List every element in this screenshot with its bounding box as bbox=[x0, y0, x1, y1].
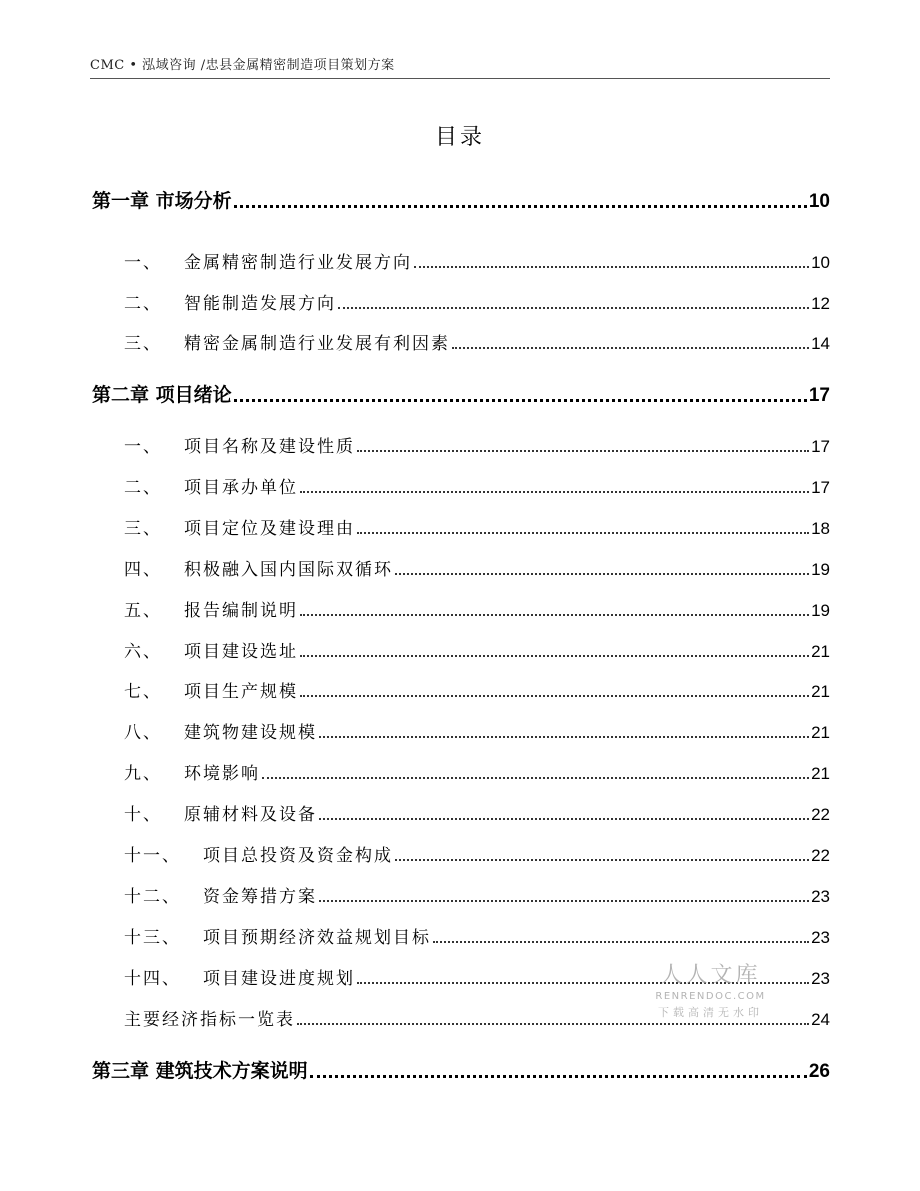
toc-section-entry[interactable] bbox=[124, 882, 830, 907]
toc-entry-label bbox=[92, 1056, 308, 1083]
toc-chapter-entry[interactable] bbox=[92, 186, 830, 213]
toc-page-number: 17 bbox=[811, 437, 830, 456]
toc-page-number: 26 bbox=[808, 1061, 830, 1082]
toc-entry-label bbox=[124, 514, 355, 539]
watermark-tagline: 下载高清无水印 bbox=[658, 1006, 763, 1019]
toc-entry-number: 十一、 bbox=[124, 846, 181, 866]
toc-entry-text: 项目名称及建设性质 bbox=[184, 437, 355, 457]
toc-dot-leader bbox=[262, 777, 809, 779]
toc-entry-text: 第一章 市场分析 bbox=[92, 190, 232, 212]
toc-entry-label bbox=[124, 473, 298, 498]
toc-section-entry[interactable] bbox=[124, 555, 830, 580]
header-divider bbox=[90, 78, 830, 79]
toc-page-number: 14 bbox=[811, 334, 830, 353]
toc-entry-text: 环境影响 bbox=[184, 764, 260, 784]
toc-entry-label bbox=[124, 718, 317, 743]
toc-entry-label bbox=[124, 964, 355, 989]
toc-entry-text: 项目建设进度规划 bbox=[203, 969, 355, 989]
toc-entry-label bbox=[124, 329, 450, 354]
toc-entry-label bbox=[124, 432, 355, 457]
toc-page-number: 23 bbox=[811, 887, 830, 906]
toc-entry-number: 一、 bbox=[124, 253, 162, 273]
toc-chapter-entry[interactable] bbox=[92, 380, 830, 407]
toc-chapter-entry[interactable] bbox=[92, 1056, 830, 1083]
toc-entry-number: 十、 bbox=[124, 805, 162, 825]
toc-entry-text: 智能制造发展方向 bbox=[184, 294, 336, 314]
toc-entry-text: 资金筹措方案 bbox=[203, 887, 317, 907]
toc-section-entry[interactable] bbox=[124, 514, 830, 539]
toc-dot-leader bbox=[414, 266, 809, 268]
toc-dot-leader bbox=[357, 532, 809, 534]
toc-dot-leader bbox=[297, 1023, 809, 1025]
toc-section-entry[interactable] bbox=[124, 637, 830, 662]
toc-page-number: 22 bbox=[811, 846, 830, 865]
toc-entry-text: 项目总投资及资金构成 bbox=[203, 846, 393, 866]
toc-section-entry[interactable] bbox=[124, 677, 830, 702]
toc-entry-label bbox=[124, 882, 317, 907]
toc-entry-text: 项目建设选址 bbox=[184, 642, 298, 662]
toc-page-number: 24 bbox=[811, 1010, 830, 1029]
toc-page-number: 17 bbox=[808, 385, 830, 406]
toc-entry-label bbox=[92, 186, 232, 213]
toc-section-entry[interactable] bbox=[124, 718, 830, 743]
toc-entry-label bbox=[124, 800, 317, 825]
toc-page-number: 10 bbox=[808, 191, 830, 212]
page-header: CMC • 泓域咨询 /忠县金属精密制造项目策划方案 bbox=[90, 58, 395, 73]
toc-entry-number: 二、 bbox=[124, 478, 162, 498]
toc-entry-text: 主要经济指标一览表 bbox=[124, 1010, 295, 1030]
toc-entry-number: 六、 bbox=[124, 642, 162, 662]
toc-page-number: 21 bbox=[811, 682, 830, 701]
toc-dot-leader bbox=[310, 1075, 807, 1078]
toc-entry-text: 建筑物建设规模 bbox=[184, 723, 317, 743]
toc-entry-number: 三、 bbox=[124, 334, 162, 354]
toc-dot-leader bbox=[300, 695, 809, 697]
toc-entry-number: 三、 bbox=[124, 519, 162, 539]
toc-dot-leader bbox=[357, 450, 809, 452]
toc-page-number: 12 bbox=[811, 294, 830, 313]
toc-entry-number: 十四、 bbox=[124, 969, 181, 989]
toc-entry-text: 项目承办单位 bbox=[184, 478, 298, 498]
toc-page-number: 21 bbox=[811, 764, 830, 783]
toc-dot-leader bbox=[338, 307, 809, 309]
toc-page-number: 23 bbox=[811, 928, 830, 947]
toc-entry-text: 金属精密制造行业发展方向 bbox=[184, 253, 412, 273]
toc-entry-text: 项目生产规模 bbox=[184, 682, 298, 702]
toc-section-entry[interactable] bbox=[124, 289, 830, 314]
toc-entry-number: 一、 bbox=[124, 437, 162, 457]
toc-page-number: 21 bbox=[811, 723, 830, 742]
toc-entry-label bbox=[124, 759, 260, 784]
toc-entry-label bbox=[124, 637, 298, 662]
toc-dot-leader bbox=[395, 573, 809, 575]
toc-entry-text: 第二章 项目绪论 bbox=[92, 384, 232, 406]
toc-page-number: 17 bbox=[811, 478, 830, 497]
toc-section-entry[interactable] bbox=[124, 329, 830, 354]
toc-entry-label bbox=[124, 677, 298, 702]
toc-entry-label bbox=[124, 289, 336, 314]
toc-entry-label bbox=[124, 555, 393, 580]
toc-dot-leader bbox=[300, 491, 809, 493]
toc-section-entry[interactable] bbox=[124, 248, 830, 273]
toc-entry-label bbox=[124, 841, 393, 866]
toc-section-entry[interactable] bbox=[124, 923, 830, 948]
toc-dot-leader bbox=[319, 818, 809, 820]
toc-section-entry[interactable] bbox=[124, 473, 830, 498]
toc-entry-number: 十三、 bbox=[124, 928, 181, 948]
toc-page-number: 19 bbox=[811, 601, 830, 620]
toc-dot-leader bbox=[433, 941, 809, 943]
toc-entry-label bbox=[124, 1005, 295, 1030]
toc-title: 目录 bbox=[434, 125, 485, 150]
toc-entry-number: 七、 bbox=[124, 682, 162, 702]
toc-entry-label bbox=[124, 596, 298, 621]
watermark-url: RENRENDOC.COM bbox=[655, 991, 766, 1002]
toc-section-entry[interactable] bbox=[124, 759, 830, 784]
toc-section-entry[interactable] bbox=[124, 432, 830, 457]
toc-entry-text: 精密金属制造行业发展有利因素 bbox=[184, 334, 450, 354]
toc-page-number: 19 bbox=[811, 560, 830, 579]
toc-page-number: 22 bbox=[811, 805, 830, 824]
toc-entry-number: 五、 bbox=[124, 601, 162, 621]
toc-entry-text: 积极融入国内国际双循环 bbox=[184, 560, 393, 580]
toc-dot-leader bbox=[319, 900, 809, 902]
toc-dot-leader bbox=[234, 399, 807, 402]
toc-entry-text: 报告编制说明 bbox=[184, 601, 298, 621]
toc-entry-label bbox=[124, 923, 431, 948]
toc-entry-label bbox=[92, 380, 232, 407]
toc-entry-number: 四、 bbox=[124, 560, 162, 580]
toc-entry-text: 项目预期经济效益规划目标 bbox=[203, 928, 431, 948]
watermark bbox=[648, 958, 773, 1020]
toc-dot-leader bbox=[300, 655, 809, 657]
toc-entry-label bbox=[124, 248, 412, 273]
watermark-logo-text: 人人文库 bbox=[660, 963, 761, 988]
toc-dot-leader bbox=[234, 205, 807, 208]
toc-section-entry[interactable] bbox=[124, 841, 830, 866]
toc-entry-text: 项目定位及建设理由 bbox=[184, 519, 355, 539]
toc-entry-number: 十二、 bbox=[124, 887, 181, 907]
toc-entry-number: 九、 bbox=[124, 764, 162, 784]
toc-entry-number: 二、 bbox=[124, 294, 162, 314]
toc-section-entry[interactable] bbox=[124, 800, 830, 825]
toc-section-entry[interactable] bbox=[124, 596, 830, 621]
toc-page-number: 21 bbox=[811, 642, 830, 661]
toc-entry-text: 原辅材料及设备 bbox=[184, 805, 317, 825]
toc-page-number: 10 bbox=[811, 253, 830, 272]
toc-page-number: 18 bbox=[811, 519, 830, 538]
toc-page-number: 23 bbox=[811, 969, 830, 988]
toc-entry-text: 第三章 建筑技术方案说明 bbox=[92, 1060, 308, 1082]
toc-dot-leader bbox=[319, 736, 809, 738]
toc-dot-leader bbox=[452, 347, 809, 349]
toc-dot-leader bbox=[300, 614, 809, 616]
toc-dot-leader bbox=[395, 859, 809, 861]
toc-entry-number: 八、 bbox=[124, 723, 162, 743]
